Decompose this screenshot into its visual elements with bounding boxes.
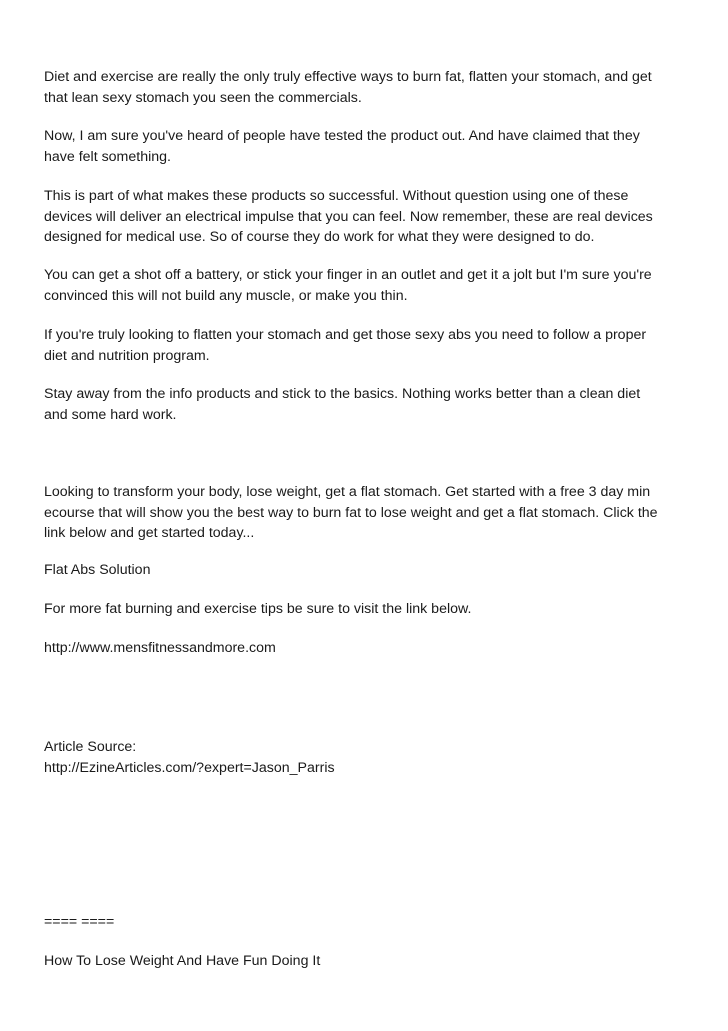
article-source-link[interactable]: http://EzineArticles.com/?expert=Jason_Parris xyxy=(44,759,335,776)
text-line: ==== ==== xyxy=(44,914,115,930)
document-page xyxy=(44,0,694,1031)
paragraph-stay-away xyxy=(44,384,694,425)
text-line: You can get a shot off a battery, or stick your finger in an outlet and get it a jolt but I'm sure you're xyxy=(44,267,652,283)
text-line: have felt something. xyxy=(44,148,171,165)
text-line: and some hard work. xyxy=(44,406,177,423)
text-line: For more fat burning and exercise tips be sure to visit the link below. xyxy=(44,601,472,617)
paragraph-products-successful xyxy=(44,186,694,248)
website-link[interactable] xyxy=(44,638,694,659)
text-line: designed for medical use. So of course they do work for what they were designed to do. xyxy=(44,229,595,245)
next-article-title xyxy=(44,951,694,972)
text-line: ecourse that will show you the best way to burn fat to lose weight and get a flat stomach. Click the xyxy=(44,504,658,521)
paragraph-transform-body xyxy=(44,482,694,544)
paragraph-more-tips xyxy=(44,599,694,620)
text-line: link below and get started today... xyxy=(44,525,255,541)
text-line: diet and nutrition program. xyxy=(44,347,210,364)
article-source-label: Article Source: xyxy=(44,739,137,755)
text-line: that lean sexy stomach you seen the commercials. xyxy=(44,89,362,106)
text-line: Diet and exercise are really the only truly effective ways to burn fat, flatten your stomach, and get xyxy=(44,69,652,85)
paragraph-tested-product xyxy=(44,126,694,167)
text-line: This is part of what makes these products so successful. Without question using one of these xyxy=(44,188,629,204)
paragraph-sexy-abs xyxy=(44,325,694,366)
text-line[interactable]: http://www.mensfitnessandmore.com xyxy=(44,640,276,656)
article-source xyxy=(44,737,694,778)
flat-abs-solution-link[interactable] xyxy=(44,560,694,581)
text-line[interactable]: Flat Abs Solution xyxy=(44,562,151,578)
paragraph-battery-shot xyxy=(44,265,694,306)
text-line: convinced this will not build any muscle, or make you thin. xyxy=(44,287,408,304)
text-line: Looking to transform your body, lose weight, get a flat stomach. Get started with a free 3 day min xyxy=(44,484,651,500)
text-line: How To Lose Weight And Have Fun Doing It xyxy=(44,953,321,969)
section-divider xyxy=(44,912,694,933)
text-line: Now, I am sure you've heard of people have tested the product out. And have claimed that they xyxy=(44,128,640,144)
text-line: devices will deliver an electrical impulse that you can feel. Now remember, these are real devices xyxy=(44,208,653,225)
text-line: Stay away from the info products and stick to the basics. Nothing works better than a clean diet xyxy=(44,386,641,402)
text-line: If you're truly looking to flatten your stomach and get those sexy abs you need to follow a proper xyxy=(44,327,647,343)
paragraph-diet-exercise xyxy=(44,67,694,108)
